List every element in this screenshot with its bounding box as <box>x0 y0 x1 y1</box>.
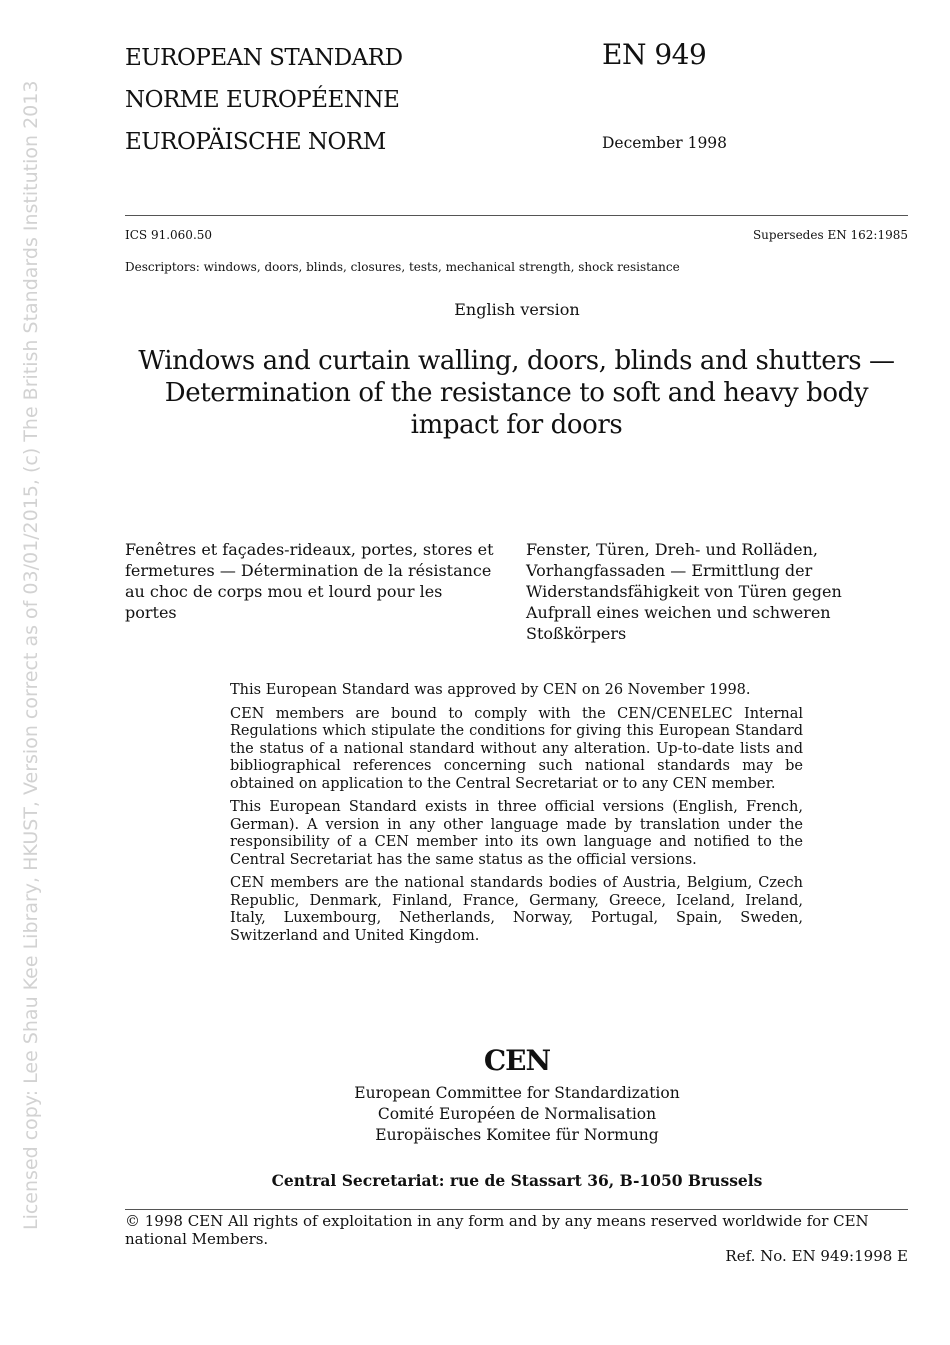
standard-name-en: EUROPEAN STANDARD <box>125 45 403 71</box>
standard-name-de: EUROPÄISCHE NORM <box>125 129 386 155</box>
publication-date: December 1998 <box>602 134 728 152</box>
header-divider <box>125 215 908 216</box>
approval-paragraph: This European Standard was approved by CEN on 26 November 1998. <box>230 682 751 698</box>
reference-number: Ref. No. EN 949:1998 E <box>725 1247 908 1265</box>
french-title: Fenêtres et façades-rideaux, portes, stores et fermetures — Détermination de la résistance au choc de corps mou et lourd pour les portes <box>125 540 494 622</box>
descriptors: Descriptors: windows, doors, blinds, closures, tests, mechanical strength, shock resistance <box>125 260 680 274</box>
central-secretariat: Central Secretariat: rue de Stassart 36, B-1050 Brussels <box>271 1171 763 1190</box>
committee-name-de: Europäisches Komitee für Normung <box>375 1126 659 1144</box>
ics-code: ICS 91.060.50 <box>125 228 213 242</box>
standard-number: EN 949 <box>602 38 707 71</box>
footer-divider <box>125 1209 908 1210</box>
approval-paragraph: CEN members are bound to comply with the CEN/CENELEC Internal Regulations which stipulate the conditions for giving this European Standard the status of a national standard without any alteration. Up-to-date lists and bibliographical references concerning such national standards may be obtained on application to the Central Secretariat or to any CEN member. <box>230 705 803 792</box>
cen-logo: CEN <box>483 1044 551 1077</box>
approval-paragraph: CEN members are the national standards bodies of Austria, Belgium, Czech Republic, Denmark, Finland, France, Germany, Greece, Iceland, Ireland, Italy, Luxembourg, Netherlands, Norway, Portugal, Spain, Sweden, Switzerland and United Kingdom. <box>230 875 803 944</box>
copyright-notice: © 1998 CEN All rights of exploitation in any form and by any means reserved worldwide for CEN national Members. <box>125 1212 869 1248</box>
version-label: English version <box>454 300 580 319</box>
approval-notice <box>230 682 803 951</box>
license-watermark: Licensed copy: Lee Shau Kee Library, HKUST, Version correct as of 03/01/2015, (c) The British Standards Institution 2013 <box>20 80 42 1230</box>
german-title: Fenster, Türen, Dreh- und Rolläden, Vorhangfassaden — Ermittlung der Widerstandsfähigkeit von Türen gegen Aufprall eines weichen und schweren Stoßkörpers <box>526 540 842 643</box>
committee-name-fr: Comité Européen de Normalisation <box>377 1105 657 1123</box>
standard-name-fr: NORME EUROPÉENNE <box>125 87 400 113</box>
committee-name-en: European Committee for Standardization <box>354 1084 680 1102</box>
committee-names <box>0 1083 950 1146</box>
supersedes-note: Supersedes EN 162:1985 <box>752 228 908 242</box>
approval-paragraph: This European Standard exists in three official versions (English, French, German). A version in any other language made by translation under the responsibility of a CEN member into its own language and notified to the Central Secretariat has the same status as the official versions. <box>230 799 803 868</box>
document-title: Windows and curtain walling, doors, blinds and shutters — Determination of the resistance to soft and heavy body impact for doors <box>138 346 895 440</box>
